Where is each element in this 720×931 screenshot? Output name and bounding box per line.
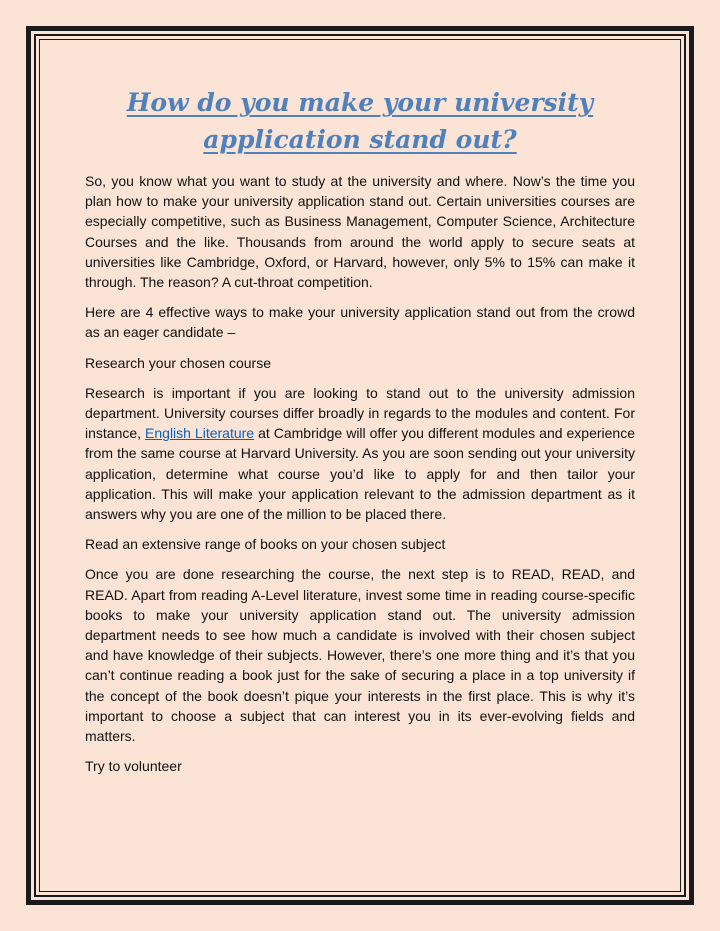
document-title: How do you make your university application stand out? — [126, 88, 594, 154]
research-text-after-link: at Cambridge will offer you different modules and experience from the same course at Harvard University. As you are soon sending out your university application, determine what course you’d like to apply for and then tailor your application. This will make your application relevant to the admission department as it answers why you are one of the million to be placed there. — [85, 425, 636, 523]
intro-paragraph: So, you know what you want to study at the university and where. Now’s the time you plan how to make your university application stand out. Certain universities courses are especially competitive, such as Business Management, Computer Science, Architecture Courses and the like. Thousands from around the world apply to secure seats at universities like Cambridge, Oxford, or Harvard, however, only 5% to 15% can make it through. The reason? A cut-throat competition. — [85, 173, 635, 291]
research-text-before-link: Research is important if you are looking to stand out to the university admission department. University courses differ broadly in regards to the modules and content. For instance, — [85, 384, 635, 442]
english-literature-link[interactable]: English Literature — [145, 425, 255, 442]
ways-intro-paragraph: Here are 4 effective ways to make your university application stand out from the crowd as an eager candidate – — [85, 304, 635, 341]
read-books-paragraph: Once you are done researching the course, the next step is to READ, READ, and READ. Apart from reading A-Level literature, invest some time in reading course-specific books to make your university application stand out. The university admission department needs to see how much a candidate is involved with their chosen subject and have knowledge of their subjects. However, there’s one more thing and it’s that you can’t continue reading a book just for the sake of securing a place in a top university if the concept of the book doesn’t pique your interests in the first place. This is why it’s important to choose a subject that can interest you in its ever-evolving fields and matters. — [85, 566, 635, 745]
section-heading-read-books: Read an extensive range of books on your chosen subject — [85, 536, 446, 553]
section-heading-research: Research your chosen course — [85, 354, 271, 371]
section-heading-volunteer: Try to volunteer — [85, 758, 182, 775]
research-paragraph — [85, 383, 635, 524]
document-body — [85, 84, 635, 786]
